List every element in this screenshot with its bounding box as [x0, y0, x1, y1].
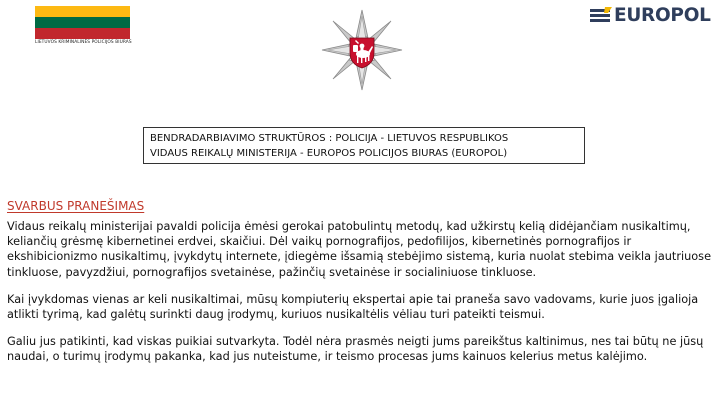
cooperation-header-box — [143, 127, 585, 164]
europol-logo — [590, 4, 711, 26]
europol-wordmark: EUROPOL — [614, 4, 711, 26]
notice-paragraph: Kai įvykdomas vienas ar keli nusikaltimai, mūsų kompiuterių ekspertai apie tai praneša savo vadovams, kurie juos įgalioja atlikti tyrimą, kad galėtų surinkti daug įrodymų, kuriuos nusikaltėlis vėliau turi pateikti teismui. — [7, 292, 699, 322]
lithuania-flag-icon — [35, 6, 130, 39]
police-star-emblem-icon — [320, 8, 404, 92]
police-bureau-logo — [35, 6, 130, 46]
notice-title: SVARBUS PRANEŠIMAS — [7, 199, 145, 213]
europol-stripes-icon — [590, 7, 612, 23]
notice-paragraph: Galiu jus patikinti, kad viskas puikiai sutvarkyta. Todėl nėra prasmės neigti jums pareikštus kaltinimus, nes tai būtų ne jūsų naudai, o turimų įrodymų pakanka, kad jus nuteistume, ir teismo procesas jums kainuos kelerius metus kalėjimo. — [7, 335, 704, 364]
notice-body — [7, 219, 719, 377]
header-line-1: BENDRADARBIAVIMO STRUKTŪROS : POLICIJA - LIETUVOS RESPUBLIKOS — [150, 133, 509, 144]
header-line-2: VIDAUS REIKALŲ MINISTERIJA - EUROPOS POLICIJOS BIURAS (EUROPOL) — [150, 148, 508, 159]
police-bureau-caption: LIETUVOS KRIMINALINĖS POLICIJOS BIURAS — [35, 40, 132, 45]
notice-paragraph: Vidaus reikalų ministerijai pavaldi policija ėmėsi gerokai patobulintų metodų, kad užkirstų kelią didėjančiam nusikaltimų, keliančių grėsmę kibernetinei erdvei, skaičiui. Dėl vaikų pornografijos, pedofilijos, kibernetinės pornografijos ir ekshibicionizmo nusikaltimų, įvykdytų internete, įdiegėme išsamią stebėjimo sistemą, kuria nuolat stebima veikla jautriuose tinkluose, pavyzdžiui, pornografijos svetainėse, pažinčių svetainėse ir socialiniuose tinkluose. — [7, 220, 712, 279]
